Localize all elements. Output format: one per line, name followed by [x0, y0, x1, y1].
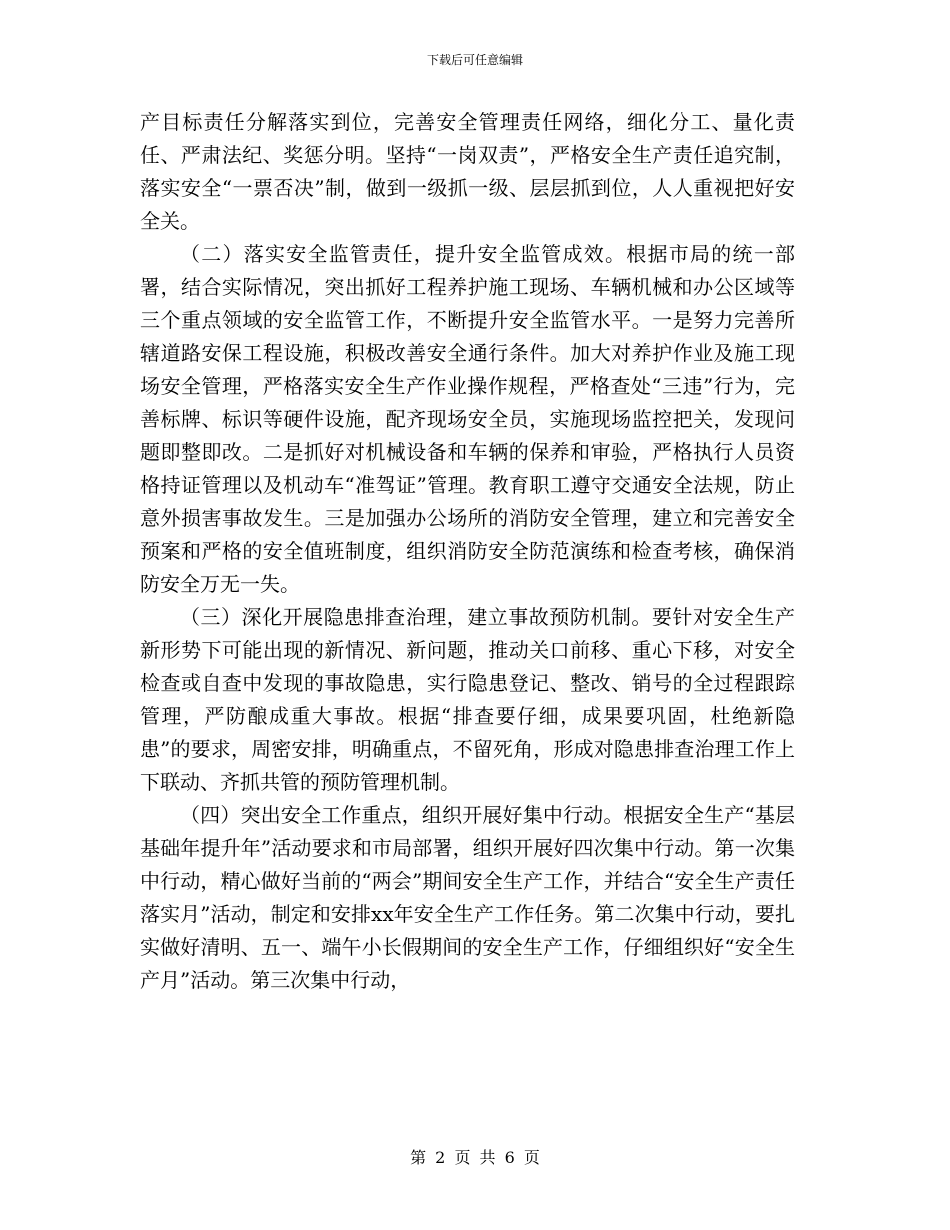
paragraph-4: （四）突出安全工作重点，组织开展好集中行动。根据安全生产“基层基础年提升年”活动要求和市局部署，组织开展好四次集中行动。第一次集中行动，精心做好当前的“两会”期间安全生产工作，并结合“安全生产责任落实月”活动，制定和安排xx年安全生产工作任务。第二次集中行动，要扎实做好清明、五一、端午小长假期间的安全生产工作，仔细组织好“安全生产月”活动。第三次集中行动， [140, 803, 795, 992]
paragraph-2: （二）落实安全监管责任，提升安全监管成效。根据市局的统一部署，结合实际情况，突出抓好工程养护施工现场、车辆机械和办公区域等三个重点领域的安全监管工作，不断提升安全监管水平。一是努力完善所辖道路安保工程设施，积极改善安全通行条件。加大对养护作业及施工现场安全管理，严格落实安全生产作业操作规程，严格查处“三违”行为，完善标牌、标识等硬件设施，配齐现场安全员，实施现场监控把关，发现问题即整即改。二是抓好对机械设备和车辆的保养和审验，严格执行人员资格持证管理以及机动车“准驾证”管理。教育职工遵守交通安全法规，防止意外损害事故发生。三是加强办公场所的消防安全管理，建立和完善安全预案和严格的安全值班制度，组织消防安全防范演练和检查考核，确保消防安全万无一失。 [140, 242, 795, 596]
paragraph-1: 产目标责任分解落实到位，完善安全管理责任网络，细化分工、量化责任、严肃法纪、奖惩分明。坚持“一岗双责”，严格安全生产责任追究制，落实安全“一票否决”制，做到一级抓一级、层层抓到位，人人重视把好安全关。 [140, 110, 795, 233]
paragraph-3: （三）深化开展隐患排查治理，建立事故预防机制。要针对安全生产新形势下可能出现的新情况、新问题，推动关口前移、重心下移，对安全检查或自查中发现的事故隐患，实行隐患登记、整改、销号的全过程跟踪管理，严防酿成重大事故。根据“排查要仔细，成果要巩固，杜绝新隐患”的要求，周密安排，明确重点，不留死角，形成对隐患排查治理工作上下联动、齐抓共管的预防管理机制。 [140, 605, 795, 794]
page-footer: 第 2 页 共 6 页 [410, 1148, 540, 1167]
document-body [140, 106, 795, 997]
page-header: 下载后可任意编辑 [426, 53, 523, 67]
